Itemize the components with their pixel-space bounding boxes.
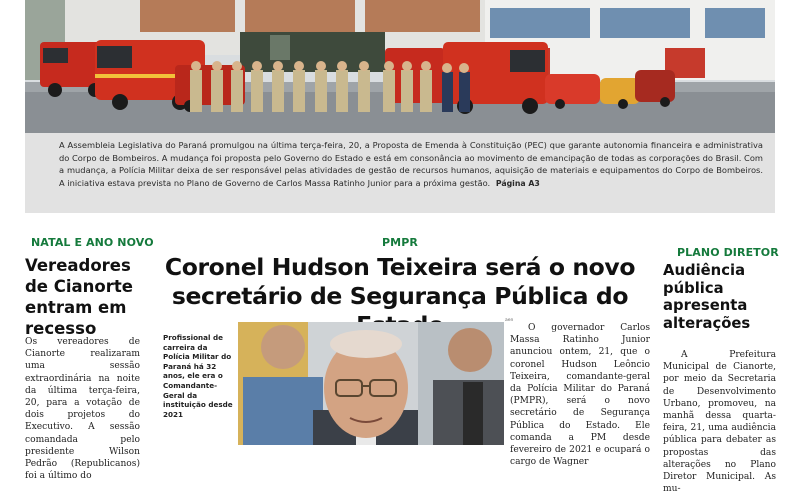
hero-photo bbox=[25, 0, 775, 213]
portrait-photo bbox=[238, 322, 504, 445]
portrait-caption bbox=[163, 333, 235, 419]
main-story-kicker: PMPR bbox=[382, 236, 418, 249]
photo-credit: aen bbox=[505, 318, 514, 323]
portrait-caption-text: Profissional de carreira da Polícia Militar do Paraná há 32 anos, ele era o Comandante-Geral da instituição desde 2021 bbox=[163, 333, 233, 419]
hero-caption bbox=[25, 133, 775, 213]
hero-caption-text: A Assembleia Legislativa do Paraná promulgou na última terça-feira, 20, a Proposta de Emenda à Constituição (PEC) que garante autonomia financeira e administrativa do Corpo de Bombeiros. A mudança foi proposta pelo Governo do Estado e está em consonância ao movimento de emancipação de todas as corporações do Brasil. Com a mudança, a Polícia Militar deixa de ser responsável pelas atividades de gestão de recursos humanos, aquisição de materiais e equipamentos do Corpo de Bombeiros. A iniciativa estava prevista no Plano de Governo de Carlos Massa Ratinho Junior para a próxima gestão. bbox=[59, 140, 763, 188]
main-story-headline: Coronel Hudson Teixeira será o novo secretário de Segurança Pública do bbox=[164, 253, 636, 310]
left-story-body: Os vereadores de Cianorte realizaram uma sessão extraordinária na noite da última terça-feira, 20, para a votação de dois projetos do Executivo. A sessão comandada pelo presidente Wilson Pedrão (Republicanos) foi a último do bbox=[25, 337, 140, 482]
right-story-body: A Prefeitura Municipal de Cianorte, por meio da Secretaria de Desenvolvimento Urbano, promoveu, na manhã dessa quarta-feira, 21, uma audiência pública para debater as propostas das alterações no Plano Diretor Municipal. As mu- bbox=[663, 350, 776, 495]
portrait-illustration bbox=[238, 322, 504, 445]
right-story-kicker: PLANO DIRETOR bbox=[677, 246, 779, 259]
left-story-kicker: NATAL E ANO NOVO bbox=[31, 236, 154, 249]
main-story-body: O governador Carlos Massa Ratinho Junior anunciou ontem, 21, que o coronel Hudson Leôncio Teixeira, comandante-geral da Polícia Militar do Paraná (PMPR), será o novo secretário de Segurança Pública do Estado. Ele comanda a PM desde fevereiro de 2021 e ocupará o cargo de Wagner bbox=[510, 323, 650, 468]
page-reference: Página A3 bbox=[495, 178, 540, 188]
left-story-headline: Vereadores de Cianorte entram em recesso bbox=[25, 256, 133, 338]
right-story-headline: Audiência pública apresenta alterações bbox=[663, 262, 751, 332]
